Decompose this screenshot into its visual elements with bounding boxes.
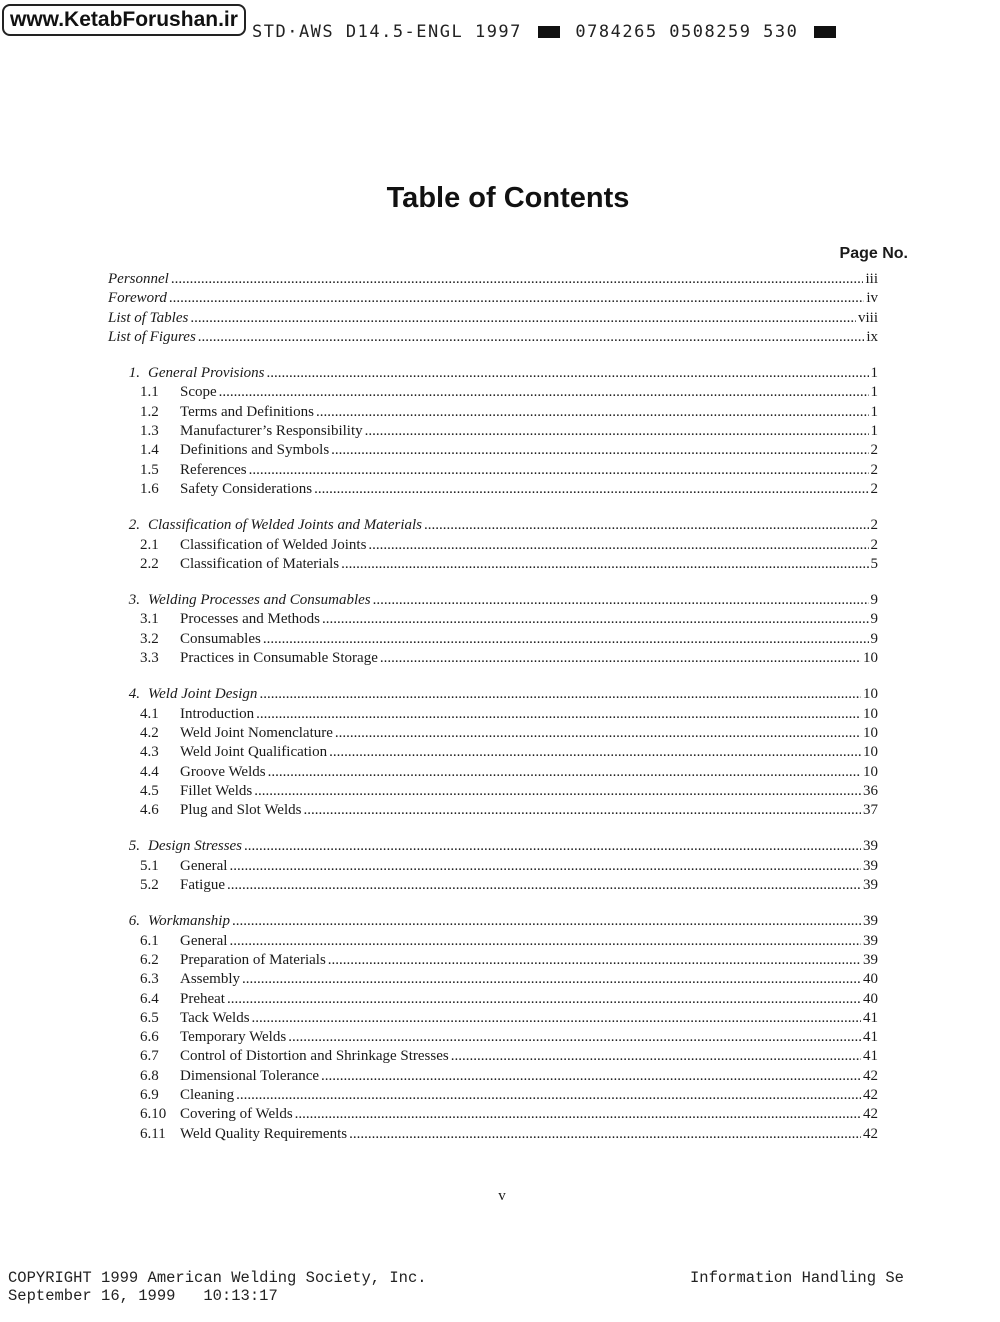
entry-page-number: 41 — [863, 1029, 878, 1046]
stamp-code: STD·AWS D14.5-ENGL 1997 — [252, 22, 522, 42]
dot-leader — [373, 591, 869, 610]
entry-page-number: 41 — [863, 1009, 878, 1026]
toc-subsection-entry[interactable] — [108, 743, 878, 762]
entry-page-number: 9 — [870, 630, 878, 647]
entry-title: Weld Quality Requirements — [180, 1125, 348, 1142]
entry-title: Practices in Consumable Storage — [180, 650, 378, 667]
toc-subsection-entry[interactable] — [108, 951, 878, 970]
entry-title: Temporary Welds — [180, 1029, 287, 1046]
entry-page-number: 40 — [863, 990, 878, 1007]
toc-subsection-entry[interactable] — [108, 782, 878, 801]
toc-front-matter-entry[interactable] — [108, 289, 878, 308]
toc-subsection-entry[interactable] — [108, 801, 878, 820]
entry-number: 6. — [128, 913, 140, 930]
entry-page-number: 39 — [863, 857, 878, 874]
entry-title: Definitions and Symbols — [180, 442, 330, 459]
dot-leader — [295, 1105, 861, 1124]
dot-leader — [335, 724, 861, 743]
entry-title: Workmanship — [148, 913, 230, 930]
dot-leader — [219, 383, 869, 402]
dot-leader — [236, 1086, 861, 1105]
dot-leader — [227, 876, 861, 895]
entry-number: 6.8 — [140, 1067, 159, 1084]
dot-leader — [190, 309, 856, 328]
entry-page-number: 42 — [863, 1106, 878, 1123]
entry-title: Terms and Definitions — [180, 403, 314, 420]
section-spacer — [108, 668, 878, 685]
entry-page-number: 1 — [870, 365, 878, 382]
entry-page-number: 1 — [870, 423, 878, 440]
entry-page-number: 37 — [863, 802, 878, 819]
toc-subsection-entry[interactable] — [108, 990, 878, 1009]
dot-leader — [424, 516, 868, 535]
entry-title: Classification of Welded Joints and Materials — [148, 517, 423, 534]
dot-leader — [349, 1125, 861, 1144]
entry-title: List of Figures — [108, 328, 196, 345]
entry-page-number: 2 — [870, 442, 878, 459]
dot-leader — [254, 782, 861, 801]
entry-number: 5.1 — [140, 857, 159, 874]
entry-number: 3. — [128, 592, 140, 609]
toc-subsection-entry[interactable] — [108, 1086, 878, 1105]
toc-front-matter-entry[interactable] — [108, 328, 878, 347]
entry-page-number: 39 — [863, 838, 878, 855]
entry-title: Scope — [180, 384, 217, 401]
page-number-column-header: Page No. — [839, 245, 908, 262]
dot-leader — [288, 1028, 861, 1047]
entry-page-number: 39 — [863, 932, 878, 949]
dot-leader — [321, 1067, 861, 1086]
dot-leader — [229, 857, 861, 876]
dot-leader — [329, 743, 861, 762]
entry-number: 6.9 — [140, 1086, 159, 1103]
dot-leader — [267, 364, 869, 383]
stamp-serial: 0784265 0508259 530 — [575, 22, 799, 42]
dot-leader — [303, 801, 861, 820]
footer-info: Information Handling Se — [690, 1269, 904, 1287]
dot-leader — [249, 461, 869, 480]
entry-page-number: 10 — [863, 724, 878, 741]
entry-title: General Provisions — [148, 365, 265, 382]
entry-number: 2. — [128, 517, 140, 534]
entry-title: Cleaning — [180, 1086, 235, 1103]
section-spacer — [108, 895, 878, 912]
entry-number: 1. — [128, 365, 140, 382]
entry-page-number: viii — [857, 309, 878, 326]
toc-subsection-entry[interactable] — [108, 555, 878, 574]
entry-number: 1.3 — [140, 423, 159, 440]
redaction-block — [814, 26, 836, 38]
toc-subsection-entry[interactable] — [108, 536, 878, 555]
entry-number: 4.5 — [140, 782, 159, 799]
entry-title: Introduction — [180, 705, 255, 722]
entry-number: 6.10 — [140, 1106, 167, 1123]
entry-number: 1.6 — [140, 480, 159, 497]
entry-title: Classification of Materials — [180, 555, 340, 572]
entry-page-number: 36 — [863, 782, 878, 799]
entry-title: General — [180, 932, 228, 949]
entry-title: Fillet Welds — [180, 782, 253, 799]
toc-front-matter-entry[interactable] — [108, 309, 878, 328]
entry-page-number: ix — [866, 328, 878, 345]
dot-leader — [171, 270, 864, 289]
entry-page-number: 2 — [870, 536, 878, 553]
dot-leader — [256, 705, 861, 724]
entry-title: General — [180, 857, 228, 874]
entry-title: Personnel — [108, 271, 169, 287]
dot-leader — [227, 990, 861, 1009]
section-spacer — [108, 499, 878, 516]
dot-leader — [198, 328, 865, 347]
entry-title: Assembly — [180, 971, 240, 988]
entry-page-number: 10 — [863, 763, 878, 780]
page-title: Table of Contents — [386, 182, 630, 214]
entry-title: Control of Distortion and Shrinkage Stresses — [180, 1048, 449, 1065]
entry-title: Manufacturer’s Responsibility — [180, 423, 363, 440]
entry-number: 6.7 — [140, 1048, 159, 1065]
entry-number: 3.3 — [140, 650, 159, 667]
entry-number: 4.1 — [140, 705, 159, 722]
redaction-block — [538, 26, 560, 38]
toc-section-entry[interactable] — [108, 516, 878, 535]
entry-title: Design Stresses — [148, 838, 243, 855]
entry-number: 4.3 — [140, 744, 159, 761]
dot-leader — [341, 555, 868, 574]
toc-subsection-entry[interactable] — [108, 1105, 878, 1124]
entry-title: Groove Welds — [180, 763, 266, 780]
copyright-line: COPYRIGHT 1999 American Welding Society, Inc. — [8, 1269, 427, 1287]
entry-page-number: 41 — [863, 1048, 878, 1065]
entry-page-number: 39 — [863, 913, 878, 930]
entry-title: Weld Joint Design — [148, 686, 258, 703]
entry-title: Weld Joint Qualification — [180, 744, 328, 761]
entry-page-number: 42 — [863, 1086, 878, 1103]
toc-subsection-entry[interactable] — [108, 1047, 878, 1066]
entry-number: 6.3 — [140, 971, 159, 988]
dot-leader — [365, 422, 869, 441]
table-of-contents — [108, 270, 878, 1144]
entry-number: 3.1 — [140, 611, 159, 628]
entry-page-number: iii — [865, 271, 878, 287]
toc-front-matter-entry[interactable] — [108, 270, 878, 289]
dot-leader — [316, 403, 869, 422]
entry-page-number: 10 — [863, 650, 878, 667]
entry-number: 6.2 — [140, 951, 159, 968]
entry-title: Classification of Welded Joints — [180, 536, 367, 553]
entry-number: 5. — [128, 838, 140, 855]
toc-subsection-entry[interactable] — [108, 857, 878, 876]
toc-subsection-entry[interactable] — [108, 441, 878, 460]
toc-section-entry[interactable] — [108, 591, 878, 610]
dot-leader — [314, 480, 868, 499]
entry-title: Plug and Slot Welds — [180, 802, 302, 819]
entry-page-number: 40 — [863, 971, 878, 988]
toc-subsection-entry[interactable] — [108, 610, 878, 629]
toc-subsection-entry[interactable] — [108, 970, 878, 989]
toc-subsection-entry[interactable] — [108, 763, 878, 782]
toc-subsection-entry[interactable] — [108, 480, 878, 499]
dot-leader — [229, 932, 861, 951]
entry-number: 1.4 — [140, 442, 159, 459]
dot-leader — [232, 912, 861, 931]
toc-subsection-entry[interactable] — [108, 932, 878, 951]
entry-page-number: 2 — [870, 461, 878, 478]
entry-number: 1.5 — [140, 461, 159, 478]
toc-section-entry[interactable] — [108, 364, 878, 383]
entry-page-number: 10 — [863, 705, 878, 722]
toc-section-entry[interactable] — [108, 837, 878, 856]
entry-page-number: 9 — [870, 611, 878, 628]
entry-page-number: 42 — [863, 1067, 878, 1084]
entry-page-number: 1 — [870, 384, 878, 401]
toc-subsection-entry[interactable] — [108, 724, 878, 743]
dot-leader — [451, 1047, 861, 1066]
entry-number: 6.5 — [140, 1009, 159, 1026]
entry-page-number: 39 — [863, 951, 878, 968]
entry-page-number: 42 — [863, 1125, 878, 1142]
entry-page-number: 1 — [870, 403, 878, 420]
toc-subsection-entry[interactable] — [108, 1009, 878, 1028]
entry-title: Covering of Welds — [180, 1106, 293, 1123]
dot-leader — [169, 289, 864, 308]
dot-leader — [242, 970, 861, 989]
entry-number: 1.2 — [140, 403, 159, 420]
entry-number: 5.2 — [140, 877, 159, 894]
dot-leader — [368, 536, 868, 555]
footer-copyright — [8, 1270, 427, 1305]
entry-number: 4.2 — [140, 724, 159, 741]
toc-section-entry[interactable] — [108, 912, 878, 931]
dot-leader — [244, 837, 861, 856]
toc-section-entry[interactable] — [108, 685, 878, 704]
toc-subsection-entry[interactable] — [108, 630, 878, 649]
toc-subsection-entry[interactable] — [108, 876, 878, 895]
entry-title: Consumables — [180, 630, 261, 647]
entry-page-number: 5 — [870, 555, 878, 572]
entry-page-number: 9 — [870, 592, 878, 609]
entry-page-number: 10 — [863, 686, 878, 703]
entry-number: 1.1 — [140, 384, 159, 401]
entry-page-number: 39 — [863, 877, 878, 894]
entry-number: 2.2 — [140, 555, 159, 572]
entry-title: Dimensional Tolerance — [180, 1067, 320, 1084]
toc-subsection-entry[interactable] — [108, 422, 878, 441]
page-folio: v — [498, 1188, 506, 1204]
dot-leader — [259, 685, 861, 704]
watermark-logo: www.KetabForushan.ir — [2, 4, 246, 36]
section-spacer — [108, 820, 878, 837]
toc-subsection-entry[interactable] — [108, 403, 878, 422]
entry-title: Preparation of Materials — [180, 951, 326, 968]
entry-title: Processes and Methods — [180, 611, 320, 628]
entry-number: 3.2 — [140, 630, 159, 647]
entry-title: Tack Welds — [180, 1009, 250, 1026]
entry-title: Safety Considerations — [180, 480, 313, 497]
entry-page-number: 10 — [863, 744, 878, 761]
entry-number: 6.4 — [140, 990, 159, 1007]
entry-title: Preheat — [180, 990, 225, 1007]
entry-title: Welding Processes and Consumables — [148, 592, 371, 609]
entry-page-number: 2 — [870, 480, 878, 497]
entry-title: References — [180, 461, 247, 478]
timestamp-line: September 16, 1999 10:13:17 — [8, 1286, 278, 1305]
toc-subsection-entry[interactable] — [108, 461, 878, 480]
toc-subsection-entry[interactable] — [108, 1125, 878, 1144]
dot-leader — [268, 763, 861, 782]
entry-number: 4. — [128, 686, 140, 703]
entry-title: List of Tables — [108, 309, 189, 326]
entry-number: 4.4 — [140, 763, 159, 780]
dot-leader — [331, 441, 868, 460]
entry-number: 6.1 — [140, 932, 159, 949]
entry-number: 6.11 — [140, 1125, 166, 1142]
entry-page-number: iv — [866, 290, 878, 307]
section-spacer — [108, 574, 878, 591]
dot-leader — [328, 951, 861, 970]
entry-title: Foreword — [108, 290, 167, 307]
entry-number: 4.6 — [140, 802, 159, 819]
dot-leader — [263, 630, 869, 649]
entry-page-number: 2 — [870, 517, 878, 534]
dot-leader — [380, 649, 861, 668]
entry-title: Weld Joint Nomenclature — [180, 724, 333, 741]
entry-number: 2.1 — [140, 536, 159, 553]
section-spacer — [108, 347, 878, 364]
document-stamp — [252, 22, 840, 42]
dot-leader — [322, 610, 869, 629]
dot-leader — [252, 1009, 861, 1028]
toc-subsection-entry[interactable] — [108, 383, 878, 402]
toc-subsection-entry[interactable] — [108, 705, 878, 724]
toc-subsection-entry[interactable] — [108, 649, 878, 668]
toc-subsection-entry[interactable] — [108, 1067, 878, 1086]
entry-number: 6.6 — [140, 1029, 159, 1046]
toc-subsection-entry[interactable] — [108, 1028, 878, 1047]
entry-title: Fatigue — [180, 877, 225, 894]
